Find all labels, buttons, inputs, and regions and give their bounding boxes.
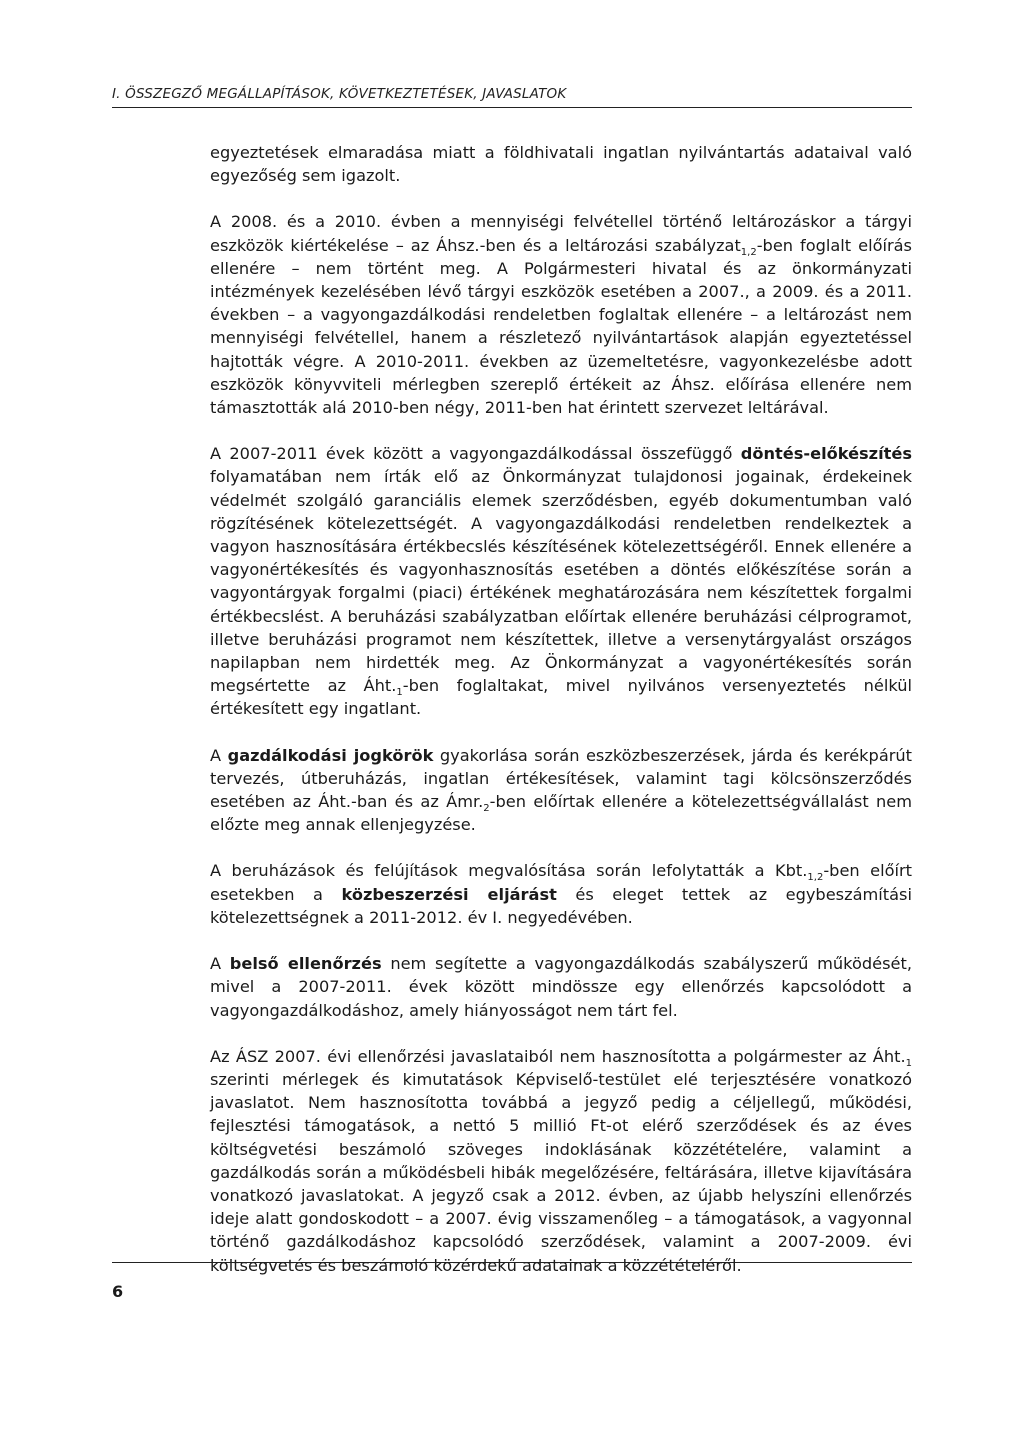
paragraph-1: egyeztetések elmaradása miatt a földhivatali ingatlan nyilvántartás adataival való egyezőség sem igazolt. — [210, 143, 912, 186]
paragraph-2: A 2008. és a 2010. évben a mennyiségi felvétellel történő leltározáskor a tárgyi eszközök kiértékelése – az Áhsz.-ben és a leltározási szabályzat$_{1,2}$-ben foglalt előírás ellenére – nem történt meg. A Polgármesteri hivatal és az önkormányzati intézmények kezelésében lévő tárgyi eszközök esetében a 2007., a 2009. és a 2011. években – a vagyongazdálkodási rendeletben foglaltak ellenére – a leltározást nem mennyiségi felvétellel, hanem a részletező nyilvántartások alapján egyeztetéssel hajtották végre. A 2010-2011. években az üzemeltetésre, vagyonkezelésbe adott eszközök könyvviteli mérlegben szereplő értékeit az Áhsz. előírása ellenére nem támasztották alá 2010-ben négy, 2011-ben hat érintett szervezet leltárával. — [210, 212, 912, 418]
paragraph-4: A gazdálkodási jogkörök gyakorlása során eszközbeszerzések, járda és kerékpárút tervezés, útberuházás, ingatlan értékesítések, valamint tagi kölcsönszerződés esetében az Áht.-ban és az $Ámr._2$-ben előírtak ellenére a kötelezettségvállalást nem előzte meg annak ellenjegyzése. — [210, 745, 912, 835]
footer-rule — [112, 1262, 912, 1263]
paragraph-7: Az ÁSZ 2007. évi ellenőrzési javaslataiból nem hasznosította a polgármester az $Áht._1$ szerinti mérlegek és kimutatások Képviselő-testület elé terjesztésére vonatkozó javaslatot. Nem hasznosította továbbá a jegyző pedig a céljellegű, működési, fejlesztési támogatások, a nettó 5 millió Ft-ot elérő szerződések és az éves költségvetési beszámoló szöveges indoklásának közzétételére, valamint a gazdálkodás során a működésbeli hibák megelőzésére, feltárására, illetve kijavítására vonatkozó javaslatokat. A jegyző csak a 2012. évben, az újabb helyszíni ellenőrzés ideje alatt gondoskodott – a 2007. évig visszamenőleg – a támogatások, a vagyonnal történő gazdálkodáshoz kapcsolódó szerződések, valamint a 2007-2009. évi költségvetés és beszámoló közérdekű adatainak a közzétételéről. — [210, 1046, 912, 1275]
body-text — [210, 141, 912, 1300]
header-title: I. ÖSSZEGZŐ MEGÁLLAPÍTÁSOK, KÖVETKEZTETÉSEK, JAVASLATOK — [112, 86, 567, 102]
page-number: 6 — [112, 1282, 124, 1301]
page-header — [112, 86, 912, 108]
header-rule — [112, 107, 912, 108]
paragraph-5: A beruházások és felújítások megvalósítása során lefolytatták a $Kbt._{1,2}$-ben előírt esetekben a közbeszerzési eljárást és eleget tettek az egybeszámítási kötelezettségnek a 2011-2012. év I. negyedévében. — [210, 861, 912, 927]
paragraph-3: A 2007-2011 évek között a vagyongazdálkodással összefüggő döntés-előkészítés folyamatában nem írták elő az Önkormányzat tulajdonosi jogainak, érdekeinek védelmét szolgáló garanciális elemek szerződésben, egyéb dokumentumban való rögzítésének kötelezettségét. A vagyongazdálkodási rendeletben rendelkeztek a vagyon hasznosítására értékbecslés készítésének kötelezettségéről. Ennek ellenére a vagyonértékesítés és vagyonhasznosítás esetében a döntés előkészítése során a vagyontárgyak forgalmi (piaci) értékének meghatározására nem készítettek forgalmi értékbecslést. A beruházási szabályzatban előírtak ellenére beruházási célprogramot, illetve beruházási programot nem készítettek, illetve a versenytárgyalást országos napilapban nem hirdették meg. Az Önkormányzat a vagyonértékesítés során megsértette az $Áht._1$-ben foglaltakat, mivel nyilvános versenyeztetés nélkül értékesített egy ingatlant. — [210, 444, 912, 719]
paragraph-6: A belső ellenőrzés nem segítette a vagyongazdálkodás szabályszerű működését, mivel a 2007-2011. évek között mindössze egy ellenőrzés kapcsolódott a vagyongazdálkodáshoz, amely hiányosságot nem tárt fel. — [210, 954, 912, 1020]
